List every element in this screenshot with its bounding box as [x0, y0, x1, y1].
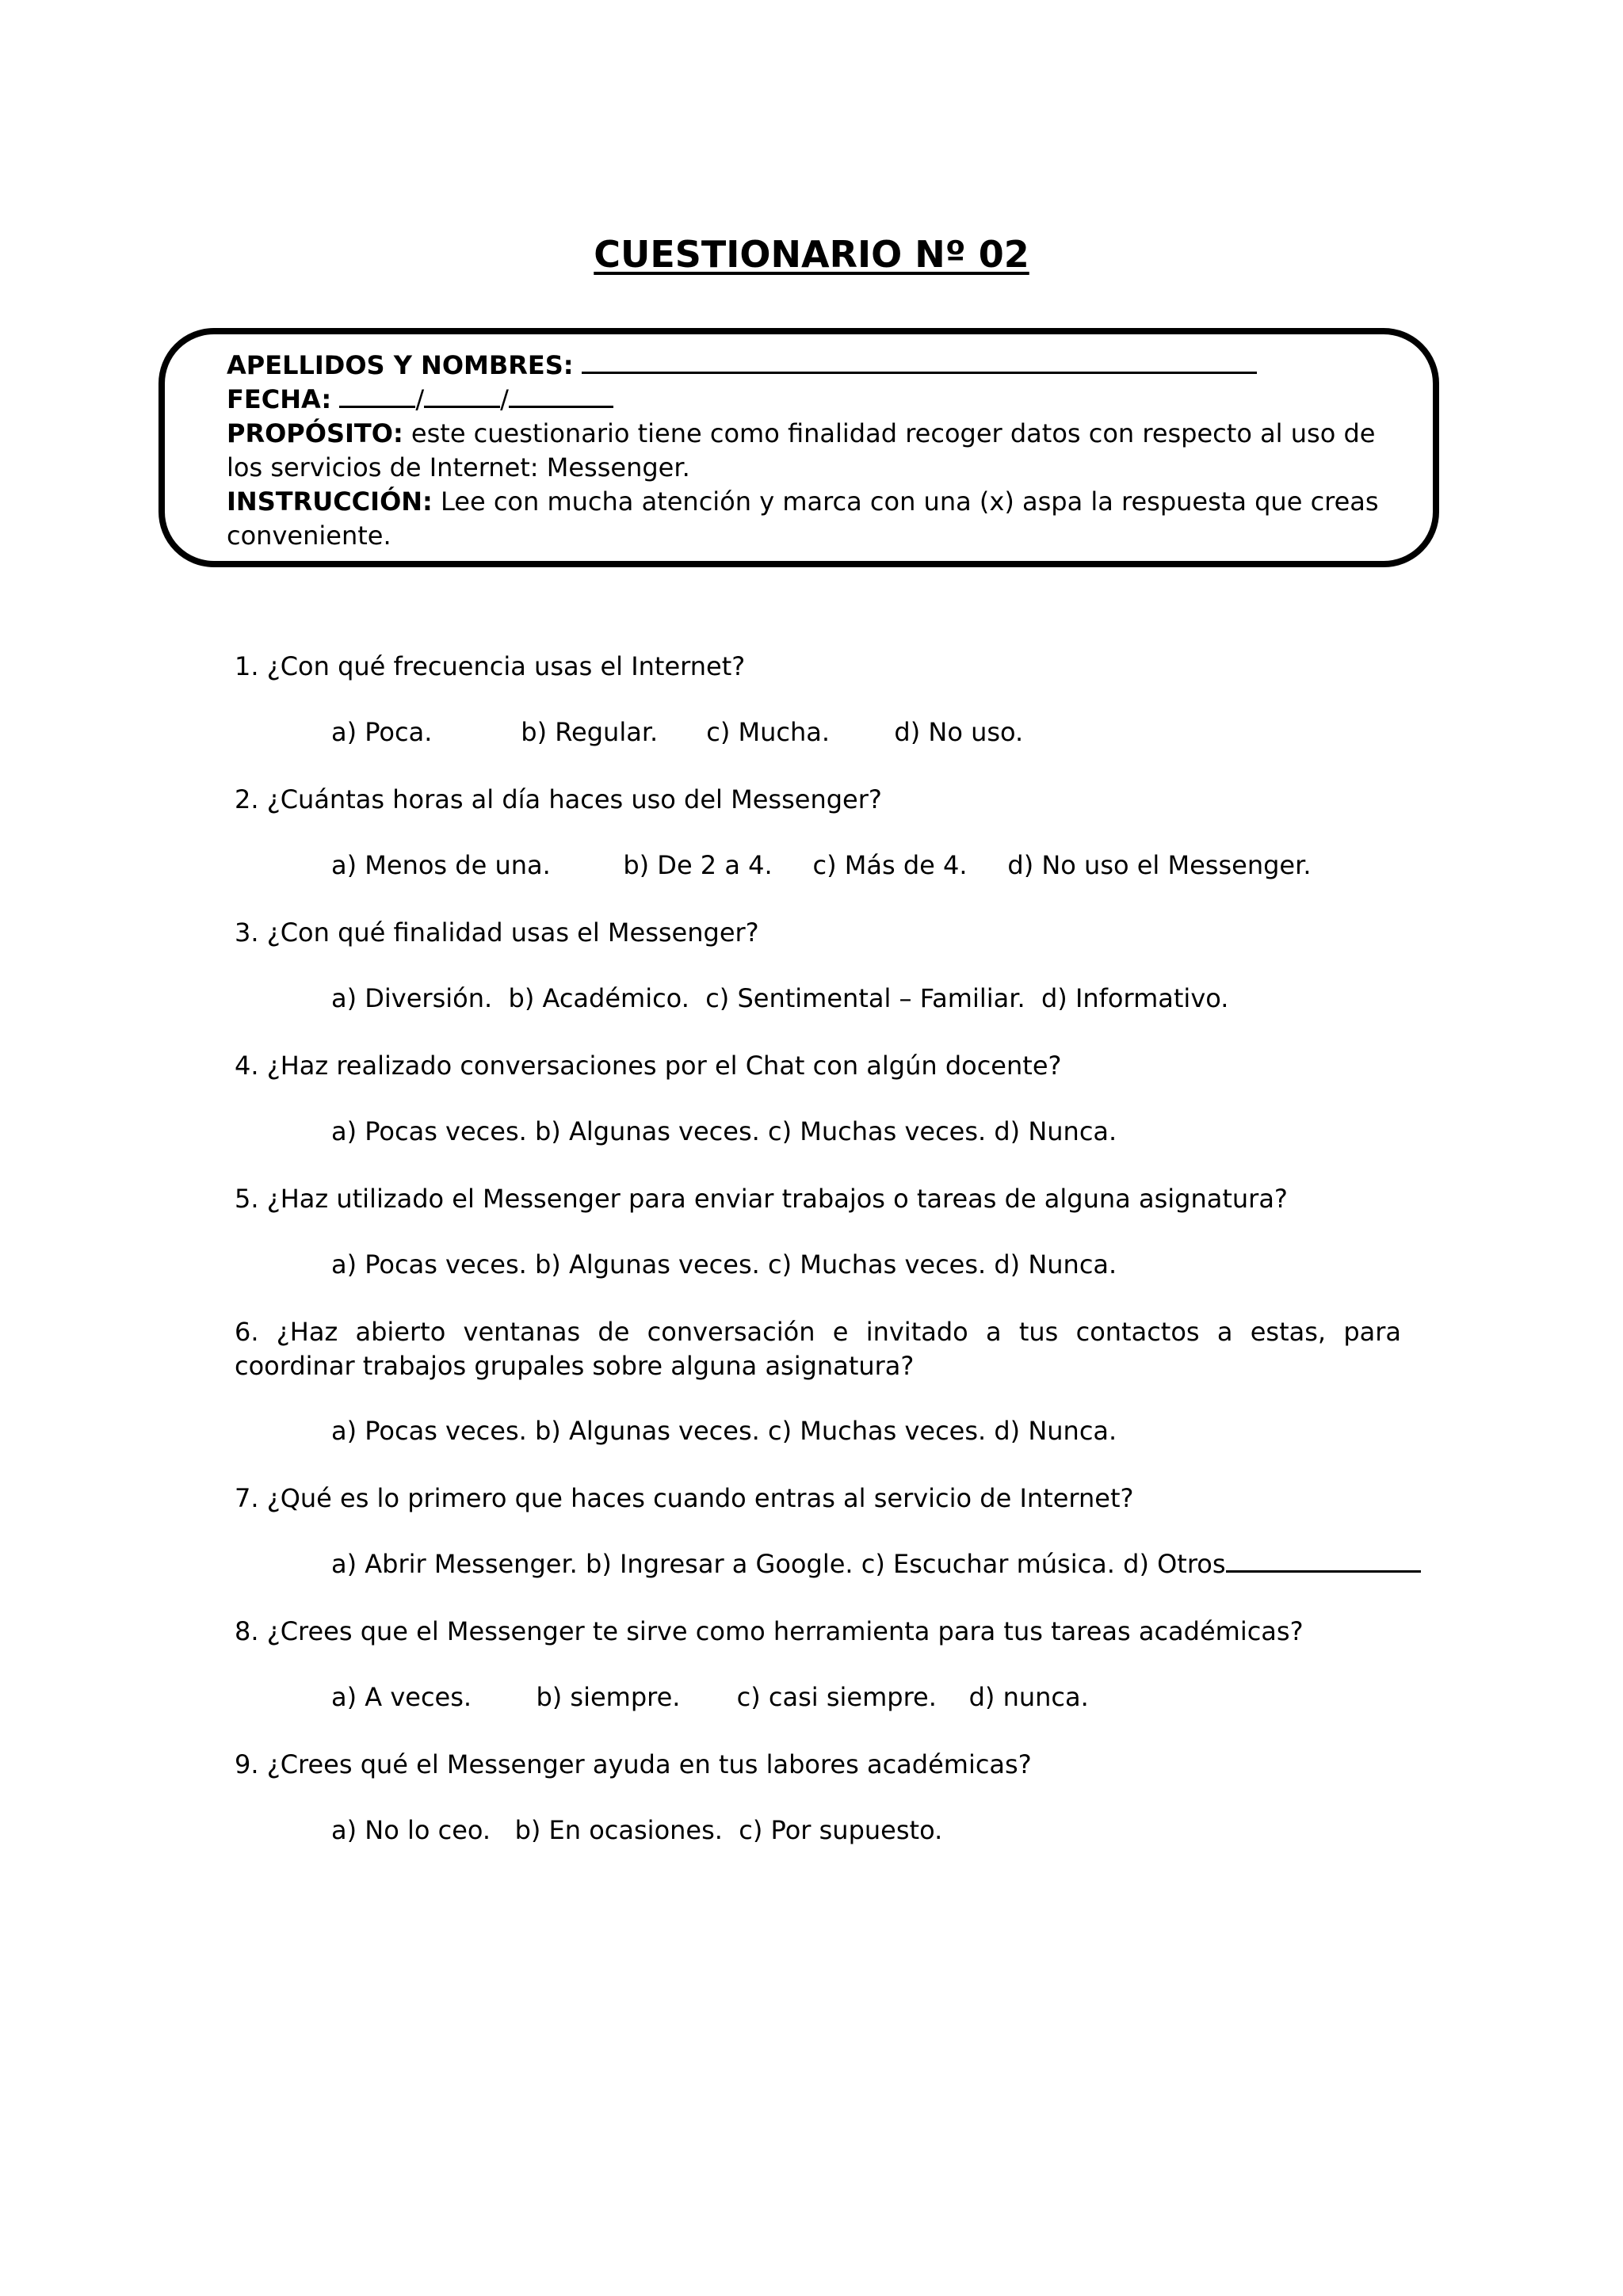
options-9 — [331, 1814, 1425, 1848]
option-8c[interactable]: c) casi siempre. — [736, 1682, 937, 1712]
option-4b[interactable]: b) Algunas veces. — [534, 1116, 760, 1146]
options-6 — [331, 1414, 1425, 1448]
option-3a[interactable]: a) Diversión. — [331, 983, 493, 1013]
question-8: 8. ¿Crees que el Messenger te sirve como herramienta para tus tareas académicas? — [235, 1616, 1304, 1646]
instruccion-row — [227, 485, 1392, 553]
option-3d[interactable]: d) Informativo. — [1041, 983, 1229, 1013]
fecha-day-field[interactable] — [339, 385, 415, 408]
question-3: 3. ¿Con qué finalidad usas el Messenger? — [235, 917, 759, 948]
page-title: CUESTIONARIO Nº 02 — [594, 233, 1029, 276]
option-5a[interactable]: a) Pocas veces. — [331, 1249, 527, 1280]
proposito-row — [227, 417, 1392, 485]
options-2 — [331, 849, 1425, 883]
header-fields — [227, 349, 1392, 553]
fecha-label: FECHA: — [227, 384, 332, 414]
option-2b[interactable]: b) De 2 a 4. — [623, 850, 773, 880]
option-1b[interactable]: b) Regular. — [521, 717, 659, 747]
option-5b[interactable]: b) Algunas veces. — [534, 1249, 760, 1280]
option-4c[interactable]: c) Muchas veces. — [767, 1116, 987, 1146]
question-4: 4. ¿Haz realizado conversaciones por el Chat con algún docente? — [235, 1051, 1062, 1081]
question-7: 7. ¿Qué es lo primero que haces cuando entras al servicio de Internet? — [235, 1483, 1134, 1513]
fecha-year-field[interactable] — [509, 385, 613, 408]
option-1a[interactable]: a) Poca. — [331, 717, 433, 747]
option-4d[interactable]: d) Nunca. — [994, 1116, 1117, 1146]
question-5: 5. ¿Haz utilizado el Messenger para enviar trabajos o tareas de alguna asignatura? — [235, 1184, 1288, 1214]
option-2a[interactable]: a) Menos de una. — [331, 850, 551, 880]
option-9b[interactable]: b) En ocasiones. — [514, 1815, 723, 1845]
option-6c[interactable]: c) Muchas veces. — [767, 1416, 987, 1446]
option-5c[interactable]: c) Muchas veces. — [767, 1249, 987, 1280]
options-7 — [331, 1547, 1425, 1581]
option-5d[interactable]: d) Nunca. — [994, 1249, 1117, 1280]
instruccion-label: INSTRUCCIÓN: — [227, 486, 433, 517]
otros-field[interactable] — [1226, 1550, 1421, 1573]
proposito-text: este cuestionario tiene como finalidad recoger datos con respecto al uso de los servicios de Internet: Messenger. — [227, 418, 1376, 482]
option-9c[interactable]: c) Por supuesto. — [739, 1815, 943, 1845]
options-1 — [331, 715, 1425, 749]
option-7c[interactable]: c) Escuchar música. — [861, 1549, 1115, 1579]
nombres-label: APELLIDOS Y NOMBRES: — [227, 350, 574, 380]
option-1c[interactable]: c) Mucha. — [706, 717, 831, 747]
fecha-month-field[interactable] — [424, 385, 500, 408]
option-9a[interactable]: a) No lo ceo. — [331, 1815, 491, 1845]
question-6: 6. ¿Haz abierto ventanas de conversación e invitado a tus contactos a estas, para coordinar trabajos grupales sobre alguna asignatura? — [235, 1317, 1401, 1381]
options-4 — [331, 1115, 1425, 1149]
option-1d[interactable]: d) No uso. — [894, 717, 1024, 747]
option-2c[interactable]: c) Más de 4. — [812, 850, 968, 880]
option-6b[interactable]: b) Algunas veces. — [534, 1416, 760, 1446]
option-6a[interactable]: a) Pocas veces. — [331, 1416, 527, 1446]
option-4a[interactable]: a) Pocas veces. — [331, 1116, 527, 1146]
option-8d[interactable]: d) nunca. — [968, 1682, 1089, 1712]
option-8a[interactable]: a) A veces. — [331, 1682, 472, 1712]
fecha-row: FECHA: / / — [227, 383, 1392, 417]
question-1: 1. ¿Con qué frecuencia usas el Internet? — [235, 651, 746, 681]
option-3c[interactable]: c) Sentimental – Familiar. — [705, 983, 1025, 1013]
option-2d[interactable]: d) No uso el Messenger. — [1007, 850, 1312, 880]
proposito-label: PROPÓSITO: — [227, 418, 403, 448]
option-7a[interactable]: a) Abrir Messenger. — [331, 1549, 578, 1579]
question-2: 2. ¿Cuántas horas al día haces uso del Messenger? — [235, 784, 882, 814]
options-3 — [331, 982, 1425, 1016]
nombres-row — [227, 349, 1392, 383]
options-5 — [331, 1248, 1425, 1282]
option-7b[interactable]: b) Ingresar a Google. — [586, 1549, 854, 1579]
option-6d[interactable]: d) Nunca. — [994, 1416, 1117, 1446]
question-9: 9. ¿Crees qué el Messenger ayuda en tus labores académicas? — [235, 1749, 1032, 1779]
option-8b[interactable]: b) siempre. — [536, 1682, 681, 1712]
option-7d[interactable]: d) Otros — [1123, 1549, 1226, 1579]
instruccion-text: Lee con mucha atención y marca con una (x) aspa la respuesta que creas conveniente. — [227, 486, 1379, 551]
options-8 — [331, 1680, 1425, 1714]
nombres-field[interactable] — [582, 351, 1257, 374]
option-3b[interactable]: b) Académico. — [508, 983, 689, 1013]
